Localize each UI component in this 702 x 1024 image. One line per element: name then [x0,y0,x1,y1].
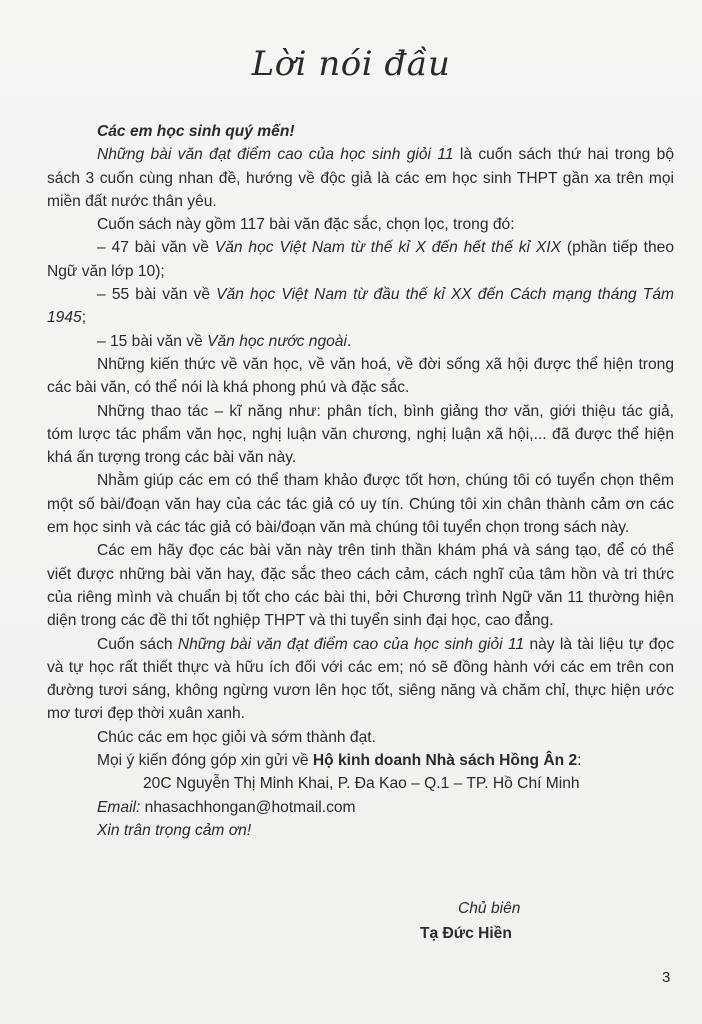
salutation [47,120,674,143]
signature-name: Tạ Đức Hiền [420,925,512,942]
paragraph: Nhằm giúp các em có thể tham khảo được tốt hơn, chúng tôi có tuyển chọn thêm một số bài/đoạn văn hay của các tác giả có uy tín. Chúng tôi xin chân thành cảm ơn các em học sinh và các tác giả có bài/đoạn văn mà chúng tôi tuyển chọn trong sách này. [47,472,674,537]
signature-role: Chủ biên [458,900,521,917]
signature-block [420,896,520,946]
contents-intro: Cuốn sách này gồm 117 bài văn đặc sắc, chọn lọc, trong đó: [97,216,515,234]
preface-body [47,120,674,842]
closing-paragraph [47,633,674,726]
closing-text: này là tài liệu tự đọc và tự học rất thiết thực và hữu ích đối với các em; nó sẽ đồng hành với các em trên con đường tươi sáng, không ngừng vươn lên học tốt, siêng năng và chăm chỉ, thực hiện ước mơ tươi đẹp thời xuân xanh. [47,635,674,723]
closing-prefix: Cuốn sách [97,635,178,653]
thanks-line [47,819,674,842]
book-title-italic: Những bài văn đạt điểm cao của học sinh giỏi 11 [177,635,525,653]
email-label: Email: [97,798,141,816]
salutation-text: Các em học sinh quý mến! [97,123,295,140]
list-item [47,330,674,353]
contact-line [47,749,674,772]
publisher-name: Hộ kinh doanh Nhà sách Hồng Ân 2 [312,752,578,770]
list-item-italic: Văn học Việt Nam từ thế kỉ X đến hết thế kỉ XIX [214,239,562,257]
list-item [47,236,674,283]
contact-suffix: : [577,752,582,770]
list-item-suffix: . [346,332,352,350]
list-item-italic: Văn học Việt Nam từ đầu thế kỉ XX đến Cách mạng tháng Tám 1945 [47,286,674,327]
email-line [47,796,674,819]
address-line: 20C Nguyễn Thị Minh Khai, P. Đa Kao – Q.1 – TP. Hồ Chí Minh [143,775,580,793]
intro-paragraph [47,143,674,213]
list-item-prefix: – 55 bài văn về [97,286,217,304]
list-item-prefix: – 47 bài văn về [97,239,215,257]
wish-line: Chúc các em học giỏi và sớm thành đạt. [97,728,376,746]
list-item-suffix: ; [81,309,87,327]
page-number: 3 [662,969,671,986]
list-item-prefix: – 15 bài văn về [97,332,208,350]
paragraph: Các em hãy đọc các bài văn này trên tinh thần khám phá và sáng tạo, để có thể viết được những bài văn hay, đặc sắc theo cách cảm, cách nghĩ của tâm hồn và tri thức của riêng mình và chuẩn bị tốt cho các bài thi, bởi Chương trình Ngữ văn 11 thường hiện diện trong các đề thi tốt nghiệp THPT và thi tuyển sinh đại học, cao đẳng. [47,542,674,630]
list-item-italic: Văn học nước ngoài [207,332,347,350]
paragraph: Những thao tác – kĩ năng như: phân tích, bình giảng thơ văn, giới thiệu tác giả, tóm lược tác phẩm văn học, nghị luận văn chương, nghị luận xã hội,... đã được thể hiện khá ấn tượng trong các bài văn này. [47,402,674,467]
paragraph: Những kiến thức về văn học, về văn hoá, về đời sống xã hội được thể hiện trong các bài văn, có thể nói là khá phong phú và đặc sắc. [47,355,674,397]
email-address: nhasachhongan@hotmail.com [140,798,356,816]
book-title-italic: Những bài văn đạt điểm cao của học sinh giỏi 11 [97,146,454,164]
intro-text: là cuốn sách thứ hai trong bộ sách 3 cuốn cùng nhan đề, hướng về độc giả là các em học sinh THPT gần xa trên mọi miền đất nước thân yêu. [47,146,674,210]
thanks-text: Xin trân trọng cảm ơn! [97,821,252,839]
list-item [47,283,674,330]
contact-prefix: Mọi ý kiến đóng góp xin gửi về [97,752,313,770]
list-item-suffix: (phần tiếp theo Ngữ văn lớp 10); [47,239,675,280]
page-title: Lời nói đầu [251,44,451,84]
